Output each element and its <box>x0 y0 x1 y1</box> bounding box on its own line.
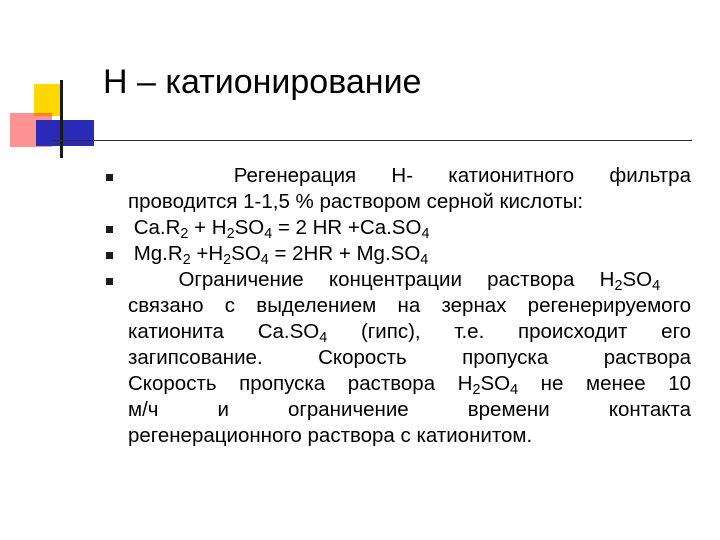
bullet-marker <box>106 252 113 259</box>
text-line: катионита $Ca.SO_4$ (гипс), т.е. происходит его <box>128 320 691 347</box>
bullet-item-regeneration <box>106 163 691 215</box>
text-line: м/ч и ограничение времени контакта <box>128 398 691 421</box>
equation: $Mg.R_2 +H_2SO_4 = 2HR + Mg.SO_4$ <box>133 242 429 269</box>
equation: $Ca.R_2 + H_2SO_4 = 2$ HR $+Ca.SO_4$ <box>133 216 430 243</box>
bullet-marker <box>106 278 113 285</box>
text-line: Скорость пропуска раствора $H_2SO_4$ не менее 10 <box>128 372 691 399</box>
slide-title: Н – катионирование <box>103 63 422 101</box>
bullet-item-limitation <box>106 267 691 449</box>
title-underline <box>52 140 692 141</box>
decorative-yellow-square <box>34 84 60 116</box>
text-line: загипсование. Скорость пропуска раствора <box>128 346 691 369</box>
bullet-marker <box>106 174 113 181</box>
text-line: проводится 1-1,5 % раствором серной кислоты: <box>128 190 584 213</box>
bullet-marker <box>106 226 113 233</box>
text-line: регенерационного раствора с катионитом. <box>128 424 533 447</box>
bullet-item-reaction-ca <box>106 215 691 241</box>
bullet-item-reaction-mg <box>106 241 691 267</box>
bullet-list <box>106 163 691 449</box>
text-line: связано с выделением на зернах регенерируемого <box>128 294 691 317</box>
decorative-blue-bar <box>36 120 94 146</box>
text-line: Регенерация Н- катионитного фильтра <box>233 164 691 187</box>
text-line: Ограничение концентрации раствора $H_2SO_4$ <box>178 268 661 295</box>
decorative-vertical-line <box>60 80 63 158</box>
